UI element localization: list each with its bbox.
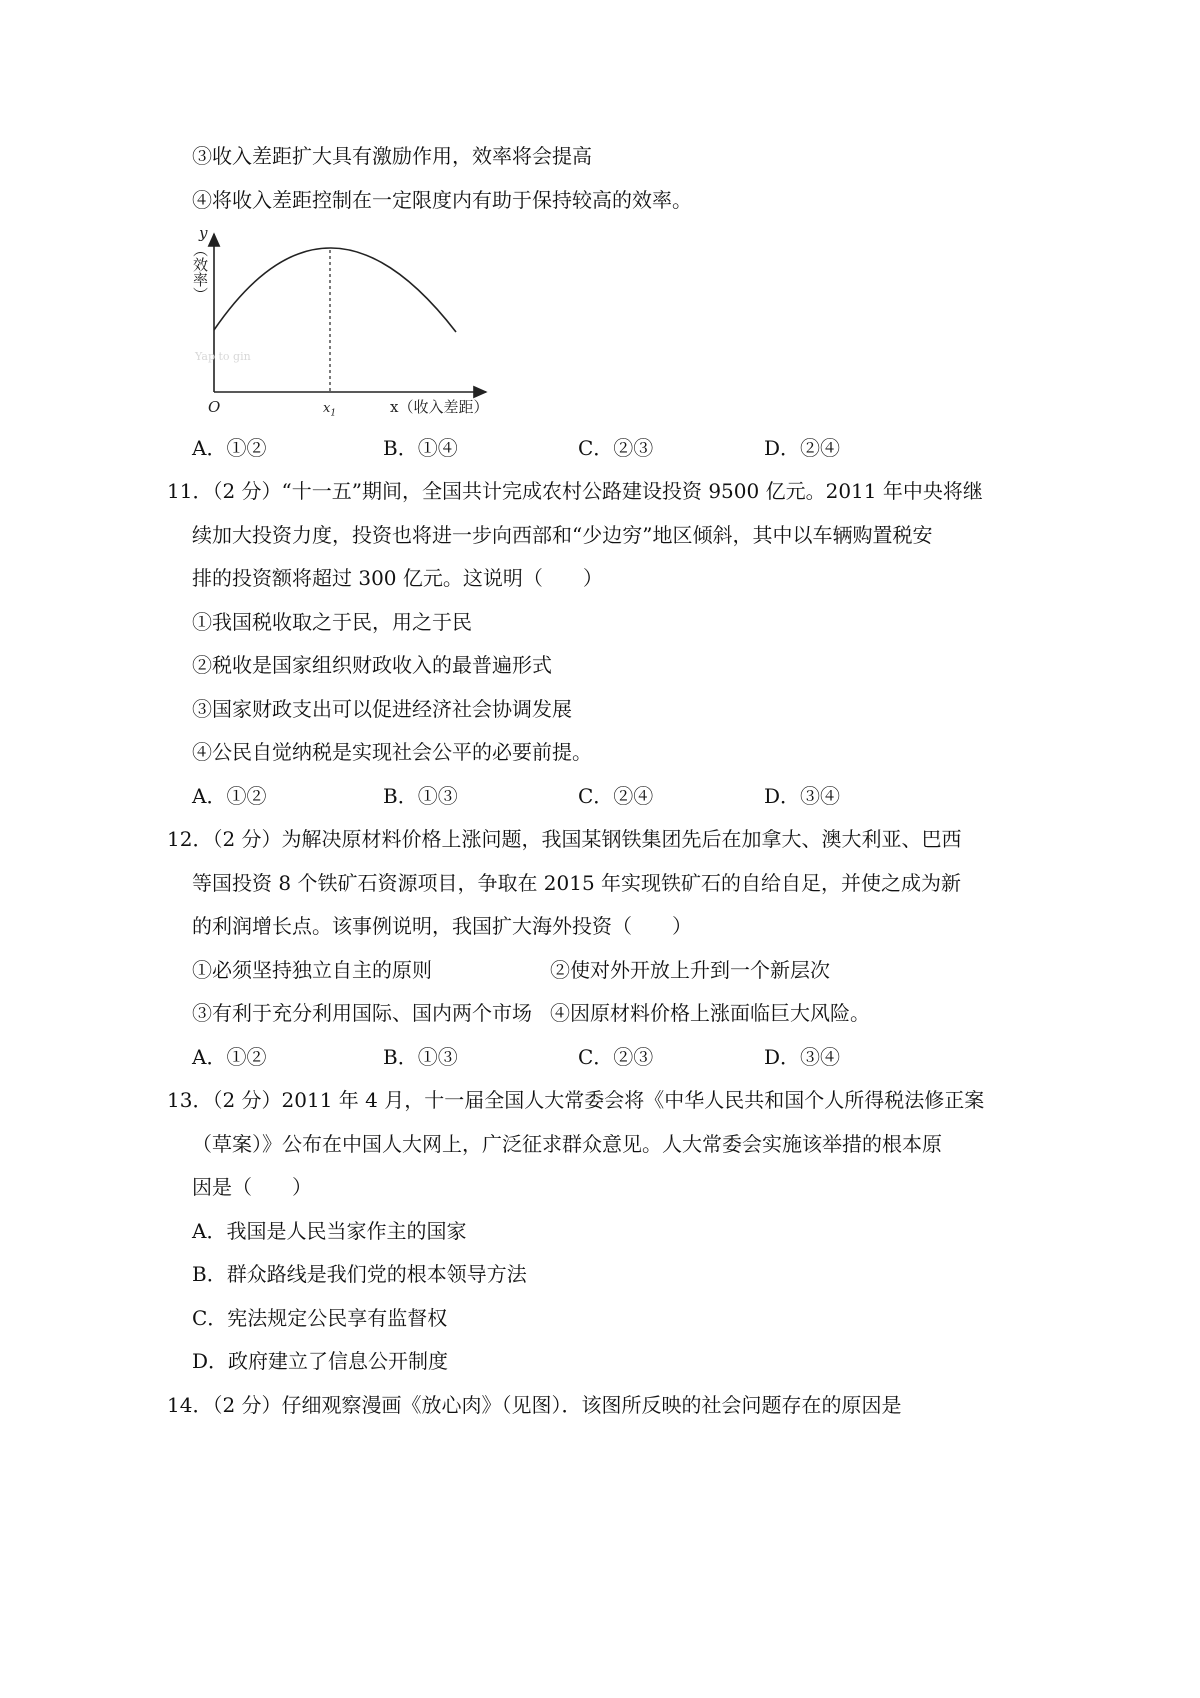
q11-statement-4: ④公民自觉纳税是实现社会公平的必要前提。 xyxy=(192,740,592,764)
q10-statement-4: ④将收入差距控制在一定限度内有助于保持较高的效率。 xyxy=(192,188,692,212)
q11-stem-line-1: 11．（2 分）“十一五”期间，全国共计完成农村公路建设投资 9500 亿元。2011 年中央将继 xyxy=(167,479,983,503)
q12-option-a[interactable]: A．①② xyxy=(192,1045,267,1069)
q13-stem-line-2: （草案）》公布在中国人大网上，广泛征求群众意见。人大常委会实施该举措的根本原 xyxy=(192,1132,942,1156)
q12-statement-3: ③有利于充分利用国际、国内两个市场 xyxy=(192,1001,532,1025)
q13-option-b[interactable]: B．群众路线是我们党的根本领导方法 xyxy=(192,1262,527,1286)
q13-option-a[interactable]: A．我国是人民当家作主的国家 xyxy=(192,1219,467,1243)
q12-stem-line-1: 12．（2 分）为解决原材料价格上涨问题，我国某钢铁集团先后在加拿大、澳大利亚、巴西 xyxy=(167,827,962,851)
q11-statement-2: ②税收是国家组织财政收入的最普遍形式 xyxy=(192,653,552,677)
q12-statement-1: ①必须坚持独立自主的原则 xyxy=(192,958,432,982)
q13-option-c[interactable]: C．宪法规定公民享有监督权 xyxy=(192,1306,448,1330)
x-axis-label: x（收入差距） xyxy=(390,398,489,416)
q12-statement-2: ②使对外开放上升到一个新层次 xyxy=(550,958,830,982)
efficiency-curve xyxy=(214,248,456,332)
q12-option-b[interactable]: B．①③ xyxy=(383,1045,458,1069)
watermark: Yap to gin xyxy=(195,350,251,363)
q10-option-b[interactable]: B．①④ xyxy=(383,436,458,460)
q13-stem-line-1: 13．（2 分）2011 年 4 月，十一届全国人大常委会将《中华人民共和国个人所得税法修正案 xyxy=(167,1088,985,1112)
q11-stem-line-2: 续加大投资力度，投资也将进一步向西部和“少边穷”地区倾斜，其中以车辆购置税安 xyxy=(192,523,933,547)
q12-stem-line-3: 的利润增长点。该事例说明，我国扩大海外投资（ ） xyxy=(192,914,692,938)
q11-option-b[interactable]: B．①③ xyxy=(383,784,458,808)
y-axis-label: （效率） xyxy=(191,242,209,302)
origin-label: O xyxy=(208,398,221,416)
efficiency-income-gap-graph xyxy=(190,224,530,460)
q10-statement-3: ③收入差距扩大具有激励作用，效率将会提高 xyxy=(192,144,592,168)
q13-stem-line-3: 因是（ ） xyxy=(192,1175,312,1199)
q13-option-d[interactable]: D．政府建立了信息公开制度 xyxy=(192,1349,449,1373)
q12-statement-4: ④因原材料价格上涨面临巨大风险。 xyxy=(550,1001,870,1025)
q11-option-d[interactable]: D．③④ xyxy=(764,784,841,808)
q10-option-c[interactable]: C．②③ xyxy=(578,436,654,460)
q11-statement-1: ①我国税收取之于民，用之于民 xyxy=(192,610,472,634)
q11-stem-line-3: 排的投资额将超过 300 亿元。这说明（ ） xyxy=(192,566,603,590)
q12-option-c[interactable]: C．②③ xyxy=(578,1045,654,1069)
y-axis-var: y xyxy=(199,224,208,242)
q10-option-d[interactable]: D．②④ xyxy=(764,436,841,460)
q11-option-c[interactable]: C．②④ xyxy=(578,784,654,808)
q11-statement-3: ③国家财政支出可以促进经济社会协调发展 xyxy=(192,697,572,721)
q14-stem-line-1: 14．（2 分）仔细观察漫画《放心肉》（见图）．该图所反映的社会问题存在的原因是 xyxy=(167,1393,902,1417)
q11-option-a[interactable]: A．①② xyxy=(192,784,267,808)
q12-option-d[interactable]: D．③④ xyxy=(764,1045,841,1069)
q10-option-a[interactable]: A．①② xyxy=(192,436,267,460)
q12-stem-line-2: 等国投资 8 个铁矿石资源项目，争取在 2015 年实现铁矿石的自给自足，并使之成为新 xyxy=(192,871,962,895)
x1-label: $x_1$ xyxy=(323,401,337,419)
